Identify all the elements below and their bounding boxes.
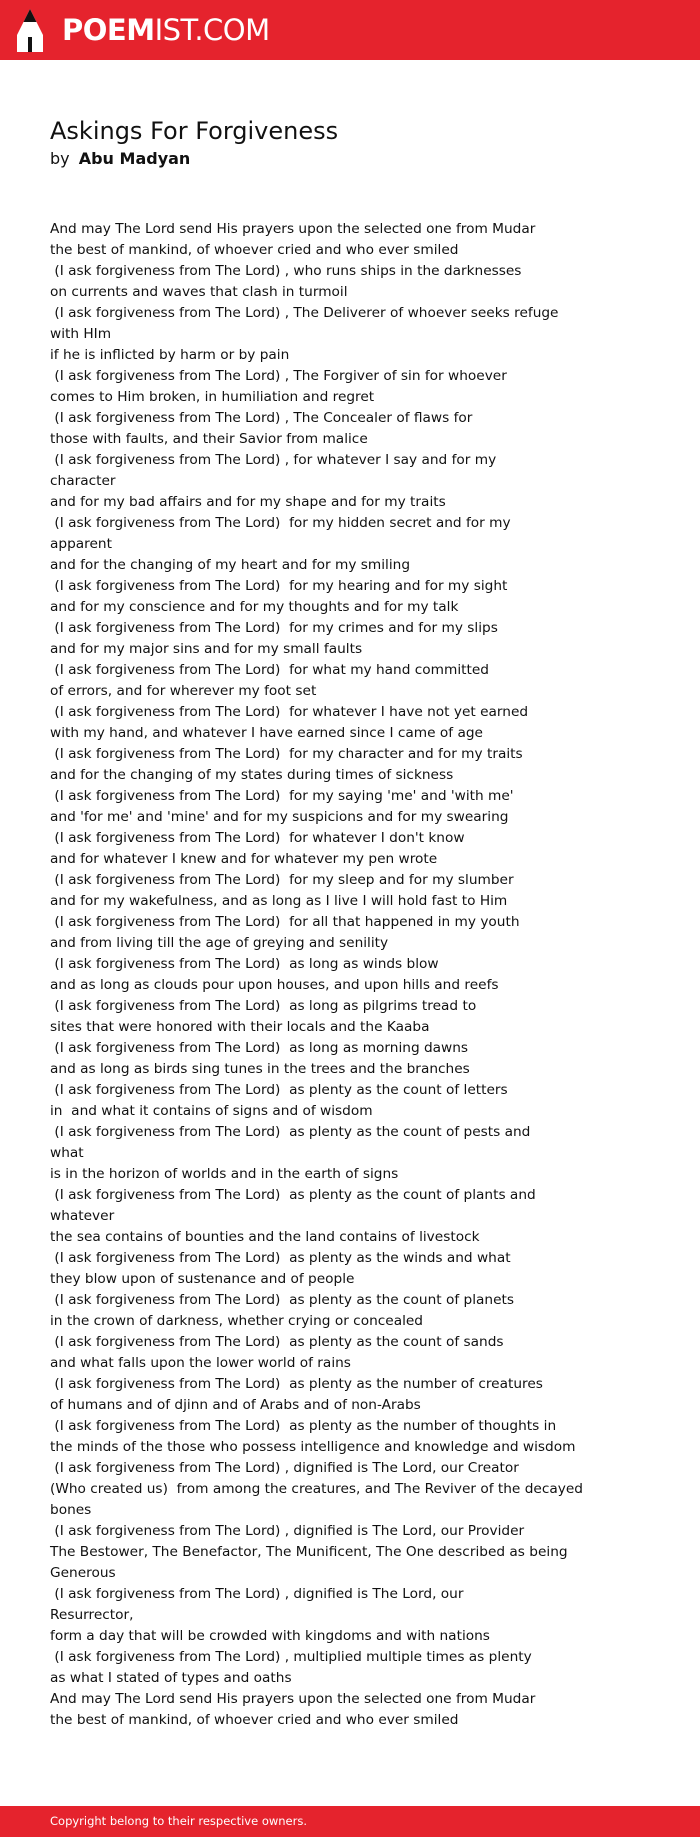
poem-line: (I ask forgiveness from The Lord) as plenty as the count of letters [50,1082,508,1098]
poem-line: (I ask forgiveness from The Lord) as plenty as the count of sands [50,1334,504,1350]
poem-line: (I ask forgiveness from The Lord) for all that happened in my youth [50,914,520,930]
poem-line: (I ask forgiveness from The Lord) for whatever I have not yet earned [50,704,529,720]
poem-line: sites that were honored with their locals and the Kaaba [50,1019,430,1035]
poem-line: the best of mankind, of whoever cried and who ever smiled [50,242,459,258]
poem-line: as what I stated of types and oaths [50,1670,292,1686]
poem-line: character [50,473,116,489]
poem-line: the minds of the those who possess intelligence and knowledge and wisdom [50,1439,576,1455]
poem-line: (I ask forgiveness from The Lord) , The Deliverer of whoever seeks refuge [50,305,559,321]
poem-line: with HIm [50,326,112,342]
poem-line: of humans and of djinn and of Arabs and of non-Arabs [50,1397,421,1413]
poem-line: and for my wakefulness, and as long as I live I will hold fast to Him [50,893,508,909]
poem-line: (I ask forgiveness from The Lord) as long as pilgrims tread to [50,998,477,1014]
site-header [0,0,700,60]
poem-line: (I ask forgiveness from The Lord) for my crimes and for my slips [50,620,498,636]
poem-line: (I ask forgiveness from The Lord) for my hidden secret and for my [50,515,511,531]
poem-line: what [50,1145,84,1161]
poem-line: (I ask forgiveness from The Lord) for whatever I don't know [50,830,465,846]
poem-line: is in the horizon of worlds and in the earth of signs [50,1166,399,1182]
poem-body [50,219,650,1731]
poem-line: (I ask forgiveness from The Lord) for my character and for my traits [50,746,523,762]
poem-line: form a day that will be crowded with kingdoms and with nations [50,1628,490,1644]
poem-line: and for whatever I knew and for whatever my pen wrote [50,851,438,867]
author-name: Abu Madyan [78,149,191,168]
poem-line: and for my bad affairs and for my shape and for my traits [50,494,446,510]
logo-bold-text: POEM [62,13,155,47]
pencil-tip-icon[interactable] [17,9,43,52]
poem-line: and for the changing of my states during times of sickness [50,767,454,783]
poem-line: And may The Lord send His prayers upon the selected one from Mudar [50,1691,536,1707]
poem-line: whatever [50,1208,115,1224]
poem-line: (I ask forgiveness from The Lord) as plenty as the count of pests and [50,1124,531,1140]
poem-line: Generous [50,1565,116,1581]
poem-line: and as long as clouds pour upon houses, and upon hills and reefs [50,977,499,993]
poem-line: The Bestower, The Benefactor, The Munificent, The One described as being [50,1544,568,1560]
poem-line: on currents and waves that clash in turmoil [50,284,348,300]
poem-line: (I ask forgiveness from The Lord) , The Concealer of flaws for [50,410,473,426]
poem-line: (I ask forgiveness from The Lord) , dignified is The Lord, our Provider [50,1523,525,1539]
poem-line: and from living till the age of greying and senility [50,935,389,951]
poem-line: (I ask forgiveness from The Lord) , dignified is The Lord, our Creator [50,1460,519,1476]
poem-line: (Who created us) from among the creatures, and The Reviver of the decayed [50,1481,583,1497]
poem-line: and for my major sins and for my small faults [50,641,363,657]
by-label: by [50,149,70,168]
poem-line: and for the changing of my heart and for my smiling [50,557,411,573]
poem-line: (I ask forgiveness from The Lord) as plenty as the winds and what [50,1250,511,1266]
site-footer [0,1806,700,1837]
site-logo[interactable] [62,8,270,52]
poem-line: And may The Lord send His prayers upon the selected one from Mudar [50,221,536,237]
poem-line: the sea contains of bounties and the land contains of livestock [50,1229,480,1245]
poem-line: and what falls upon the lower world of rains [50,1355,351,1371]
poem-line: Resurrector, [50,1607,134,1623]
poem-line: they blow upon of sustenance and of people [50,1271,355,1287]
poem-line: bones [50,1502,92,1518]
poem-line: (I ask forgiveness from The Lord) as long as morning dawns [50,1040,469,1056]
poem-line: with my hand, and whatever I have earned since I came of age [50,725,483,741]
poem-line: and as long as birds sing tunes in the trees and the branches [50,1061,470,1077]
poem-line: of errors, and for wherever my foot set [50,683,317,699]
poem-line: those with faults, and their Savior from malice [50,431,368,447]
logo-light-text: IST.COM [154,13,270,47]
poem-line: the best of mankind, of whoever cried and who ever smiled [50,1712,459,1728]
poem-line: (I ask forgiveness from The Lord) as plenty as the count of plants and [50,1187,536,1203]
poem-line: in and what it contains of signs and of wisdom [50,1103,377,1119]
copyright-text: Copyright belong to their respective owners. [50,1814,308,1828]
poem-line: apparent [50,536,112,552]
poem-line: and 'for me' and 'mine' and for my suspicions and for my swearing [50,809,509,825]
poem-line: (I ask forgiveness from The Lord) for my saying 'me' and 'with me' [50,788,514,804]
poem-title: Askings For Forgiveness [50,117,339,145]
poem-line: and for my conscience and for my thoughts and for my talk [50,599,459,615]
poem-line: (I ask forgiveness from The Lord) for my sleep and for my slumber [50,872,514,888]
poem-line: (I ask forgiveness from The Lord) , multiplied multiple times as plenty [50,1649,532,1665]
poem-line: (I ask forgiveness from The Lord) , dignified is The Lord, our [50,1586,464,1602]
poem-line: (I ask forgiveness from The Lord) as long as winds blow [50,956,439,972]
poem-line: (I ask forgiveness from The Lord) for my hearing and for my sight [50,578,508,594]
poem-line: (I ask forgiveness from The Lord) , The Forgiver of sin for whoever [50,368,507,384]
poem-line: (I ask forgiveness from The Lord) , who runs ships in the darknesses [50,263,522,279]
poem-line: (I ask forgiveness from The Lord) as plenty as the number of creatures [50,1376,543,1392]
poem-line: in the crown of darkness, whether crying or concealed [50,1313,423,1329]
poem-line: comes to Him broken, in humiliation and regret [50,389,375,405]
poem-line: (I ask forgiveness from The Lord) for what my hand committed [50,662,489,678]
poem-line: if he is inflicted by harm or by pain [50,347,290,363]
poem-line: (I ask forgiveness from The Lord) as plenty as the count of planets [50,1292,515,1308]
byline [50,148,190,170]
poem-line: (I ask forgiveness from The Lord) , for whatever I say and for my [50,452,497,468]
poem-line: (I ask forgiveness from The Lord) as plenty as the number of thoughts in [50,1418,557,1434]
